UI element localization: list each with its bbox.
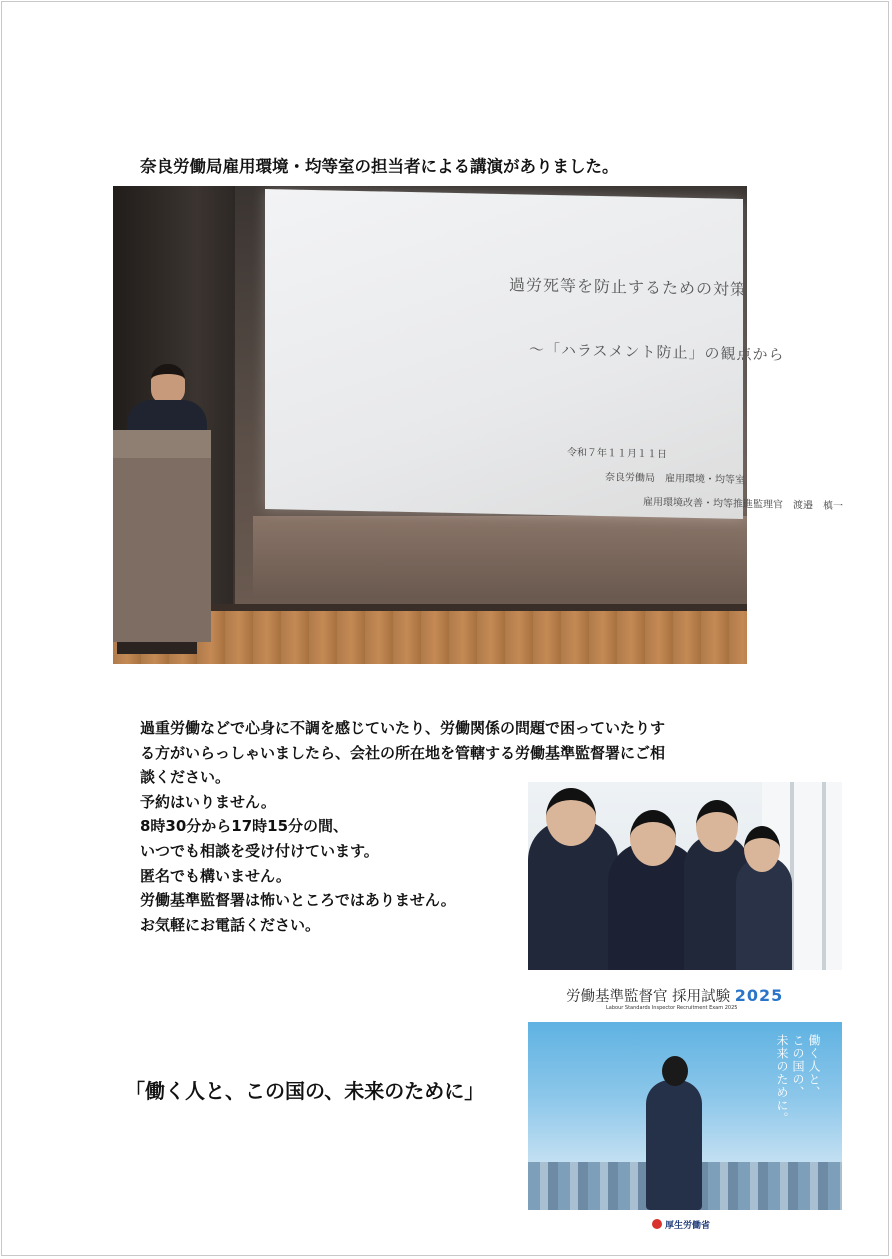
recruits-photo bbox=[528, 782, 842, 970]
body-line: いつでも相談を受け付けています。 bbox=[140, 841, 379, 860]
poster-vertical-line: 未来のために。 bbox=[775, 1034, 789, 1125]
slogan: 「働く人と、この国の、未来のために」 bbox=[125, 1079, 485, 1103]
body-line: 匿名でも構いません。 bbox=[140, 866, 291, 885]
slide-title: 過労死等を防止するための対策 bbox=[509, 275, 748, 300]
slide-date: 令和７年１１月１１日 bbox=[567, 447, 667, 461]
slide-organization: 奈良労働局 雇用環境・均等室 bbox=[605, 472, 745, 487]
podium bbox=[113, 430, 211, 642]
poster-vertical-line: この国の、 bbox=[791, 1034, 805, 1099]
podium-base bbox=[117, 642, 197, 654]
ministry-logo bbox=[652, 1218, 710, 1231]
body-line: 予約はいりません。 bbox=[140, 792, 276, 811]
recruit-head bbox=[546, 788, 596, 846]
slide-subtitle: ～「ハラスメント防止」の観点から bbox=[529, 340, 785, 364]
section-heading: 奈良労働局雇用環境・均等室の担当者による講演がありました。 bbox=[140, 157, 619, 176]
poster-subtitle: Labour Standards Inspector Recruitment Exam 2025 bbox=[606, 1005, 738, 1011]
body-line: 8時30分から17時15分の間、 bbox=[140, 817, 349, 836]
slide-presenter: 雇用環境改善・均等推進監理官 渡邉 槙一 bbox=[643, 496, 843, 513]
recruit-head bbox=[744, 826, 780, 872]
recruit-head bbox=[696, 800, 738, 852]
woman-figure bbox=[646, 1080, 702, 1210]
body-line: 過重労働などで心身に不調を感じていたり、労働関係の問題で困っていたりす bbox=[140, 719, 666, 737]
poster-year: 2025 bbox=[734, 986, 784, 1005]
woman-head bbox=[662, 1056, 688, 1086]
body-line: 談ください。 bbox=[140, 768, 231, 787]
projection-screen bbox=[265, 189, 843, 519]
recruit-head bbox=[630, 810, 676, 866]
ministry-name: 厚生労働省 bbox=[665, 1221, 711, 1231]
body-line: お気軽にお電話ください。 bbox=[140, 915, 321, 934]
lecture-photo bbox=[113, 186, 843, 664]
speaker-head bbox=[151, 364, 185, 404]
ministry-emblem-icon bbox=[652, 1219, 662, 1229]
body-line: 労働基準監督署は怖いところではありません。 bbox=[140, 891, 456, 910]
poster-vertical-line: 働く人と、 bbox=[807, 1034, 821, 1099]
city-poster bbox=[528, 1022, 842, 1210]
recruit-figure bbox=[736, 856, 792, 970]
screen-underglow bbox=[253, 516, 747, 596]
poster-title-text: 労働基準監督官 採用試験 bbox=[566, 989, 731, 1005]
poster-title bbox=[566, 985, 783, 1006]
poster-vertical-text bbox=[774, 1034, 822, 1125]
body-line: る方がいらっしゃいましたら、会社の所在地を管轄する労働基準監督署にご相 bbox=[140, 743, 666, 762]
